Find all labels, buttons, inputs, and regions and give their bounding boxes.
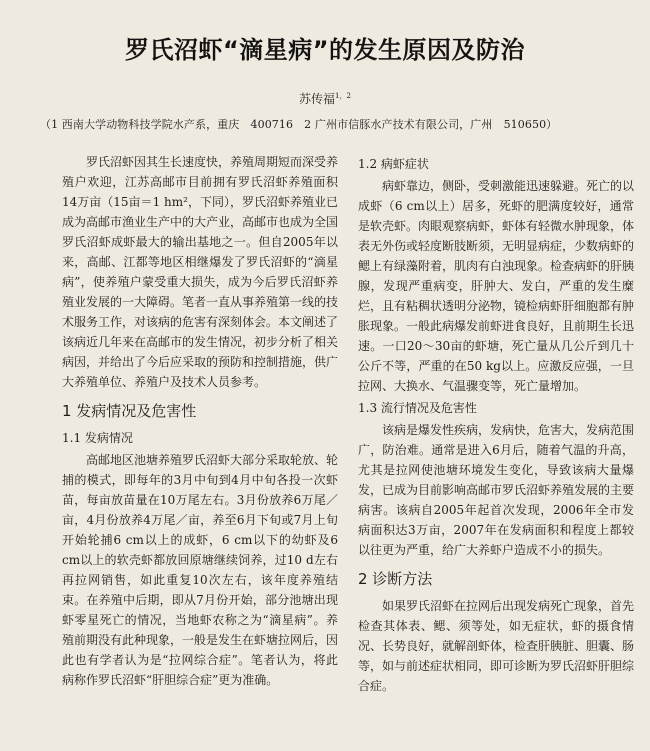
section-1-3-heading: 1.3 流行情况及危害性 — [358, 401, 477, 415]
author-name: 苏传福 — [299, 92, 336, 106]
section-1-heading: 1 发病情况及危害性 — [62, 402, 197, 420]
section-1-2-paragraph: 病虾靠边，侧卧，受刺激能迅速躲避。死亡的以成虾（6 cm以上）居多，死虾的肥满度较好，通常是软壳虾。肉眼观察病虾，虾体有轻微水肿现象，体表无外伤或轻度断肢断须，无明显病症，少数病虾的鳃上有绿藻附着，肌肉有白浊现象。检查病虾的肝胰腺，发现严重病变，肝肿大、发白，严重的发生糜烂，且有粘稠状透明分泌物，镜检病虾肝细胞都有肿胀现象。一般此病爆发前虾进食良好，且前期生长迅速。一口20～30亩的虾塘，死亡量从几公斤到几十公斤不等，严重的在50 kg以上。应激反应强，一旦拉网、大换水、气温骤变等，死亡量增加。 — [358, 179, 635, 393]
section-1-2-heading: 1.2 病虾症状 — [358, 157, 429, 171]
author-line — [0, 90, 650, 107]
section-2-paragraph: 如果罗氏沼虾在拉网后出现发病死亡现象，首先检查其体表、鳃、须等处，如无症状，虾的摄食情况、长势良好，就解剖虾体，检查肝胰脏、胆囊、肠等，如与前述症状相同，即可诊断为罗氏沼虾肝胆综合症。 — [358, 599, 635, 693]
author-affiliation-marks: 1，2 — [335, 92, 351, 100]
author-affiliation: （1 西南大学动物科技学院水产系，重庆 400716 2 广州市信豚水产技术有限公司，广州 510650） — [40, 118, 558, 131]
section-2-heading: 2 诊断方法 — [358, 570, 433, 588]
left-column — [62, 152, 338, 690]
section-1-1-paragraph: 高邮地区池塘养殖罗氏沼虾大部分采取轮放、轮捕的模式，即每年的3月中旬到4月中旬各投一次虾苗，每亩放苗量在10万尾左右。3月份放养6万尾／亩，4月份放养4万尾／亩，养至6月下旬或7月上旬开始轮捕6 cm以上的成虾，6 cm以下的幼虾及6 cm以上的软壳虾都放回原塘继续饲养，过10 d左右再拉网销售，如此重复10次左右，该年度养殖结束。在养殖中后期，即从7月份开始，部分池塘出现虾零星死亡的情况，当地虾农称之为“滴星病”。养殖前期没有此种现象，一般是发生在虾塘拉网后，因此也有学者认为是“拉网综合症”。笔者认为，将此病称作罗氏沼虾“肝胆综合症”更为准确。 — [62, 453, 339, 687]
section-1-3-paragraph: 该病是爆发性疾病，发病快，危害大，发病范围广，防治难。通常是进入6月后，随着气温的升高，尤其是拉网使池塘环境发生变化，导致该病大量爆发，已成为目前影响高邮市罗氏沼虾养殖发展的主要病害。该病自2005年起首次发现，2006年全市发病面积达3万亩，2007年在发病面积和程度上都较以往更为严重，给广大养虾户造成不小的损失。 — [358, 423, 635, 557]
article-title: 罗氏沼虾“滴星病”的发生原因及防治 — [124, 36, 526, 64]
section-1-1-heading: 1.1 发病情况 — [62, 431, 133, 445]
intro-paragraph: 罗氏沼虾因其生长速度快，养殖周期短而深受养殖户欢迎，江苏高邮市目前拥有罗氏沼虾养殖面积14万亩（15亩＝1 hm²，下同），罗氏沼虾养殖业已成为高邮市渔业生产中的大产业，高邮市也成为全国罗氏沼虾成虾最大的输出基地之一。但自2005年以来，高邮、江都等地区相继爆发了罗氏沼虾的“滴星病”，使养殖户蒙受重大损失，成为今后罗氏沼虾养殖业发展的一大障碍。笔者一直从事养殖第一线的技术服务工作，对该病的危害有深刻体会。本文阐述了该病近几年来在高邮市的发生情况，初步分析了相关病因，并给出了今后应采取的预防和控制措施，供广大养殖单位、养殖户及技术人员参考。 — [62, 155, 339, 389]
right-column — [358, 152, 634, 696]
